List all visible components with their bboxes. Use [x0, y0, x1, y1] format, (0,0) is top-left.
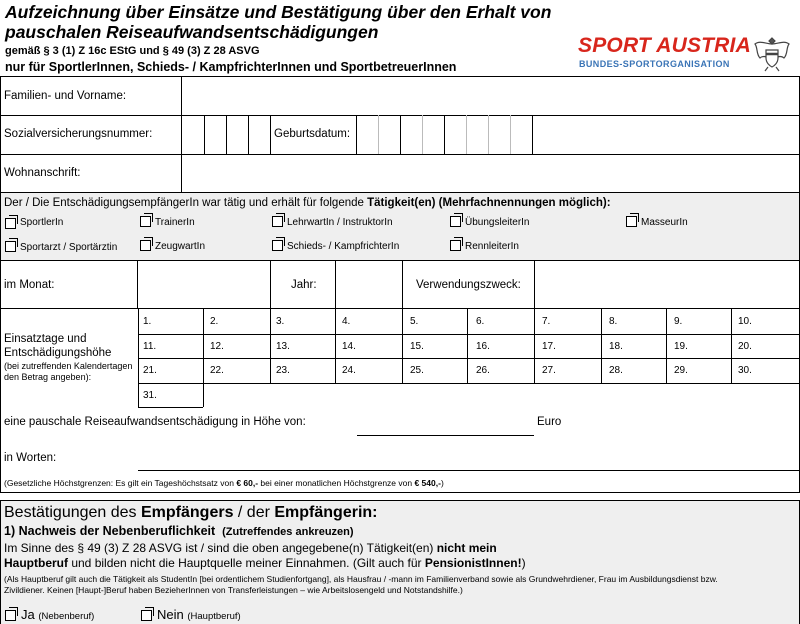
confirm-paragraph-1: Im Sinne des § 49 (3) Z 28 ASVG ist / sind die oben angegebene(n) Tätigkeit(en) nicht mein [4, 541, 497, 555]
option-schiedsrichter: Schieds- / KampfrichterIn [287, 241, 400, 252]
day-cell[interactable]: 10. [738, 316, 752, 327]
day-cell[interactable]: 6. [476, 316, 485, 327]
day-cell[interactable]: 12. [210, 341, 224, 352]
day-cell[interactable]: 5. [410, 316, 419, 327]
days-label-1: Einsatztage und [4, 333, 87, 345]
day-cell[interactable]: 31. [143, 390, 157, 401]
activity-intro: Der / Die EntschädigungsempfängerIn war tätig und erhält für folgende Tätigkeit(en) (Mehrfachnennungen möglich): [4, 197, 611, 209]
checkbox-sportarzt[interactable] [5, 241, 16, 252]
confirm-item1: 1) Nachweis der Nebenberuflichkeit (Zutreffendes ankreuzen) [4, 524, 354, 538]
name-input[interactable] [182, 77, 798, 114]
checkbox-uebungsleiter[interactable] [450, 216, 461, 227]
option-nein: Nein (Hauptberuf) [157, 607, 241, 622]
days-hint-2: den Betrag angeben): [4, 372, 92, 382]
checkbox-nein-hauptberuf[interactable] [141, 610, 152, 621]
birthdate-label: Geburtsdatum: [274, 128, 351, 140]
day-cell[interactable]: 4. [342, 316, 351, 327]
year-input[interactable] [336, 261, 402, 307]
confirm-note-1: (Als Hauptberuf gilt auch die Tätigkeit als StudentIn [bei ordentlichem Studienfortgang], als Hausfrau / -mann im Familienverband sowie als Grundwehrdiener, Frau im Ausbildungsdienst bzw. [4, 574, 718, 584]
day-cell[interactable]: 3. [276, 316, 285, 327]
purpose-input[interactable] [535, 261, 798, 307]
day-cell[interactable]: 13. [276, 341, 290, 352]
purpose-label: Verwendungszweck: [416, 279, 521, 291]
amount-words-input[interactable] [138, 446, 798, 469]
day-cell[interactable]: 16. [476, 341, 490, 352]
day-cell[interactable]: 8. [609, 316, 618, 327]
currency-label: Euro [537, 416, 562, 428]
address-input[interactable] [182, 155, 798, 191]
logo-name: SPORT AUSTRIA [578, 34, 751, 57]
confirm-heading: Bestätigungen des Empfängers / der Empfängerin: [4, 504, 378, 521]
amount-input[interactable] [357, 410, 534, 434]
checkbox-rennleiter[interactable] [450, 240, 461, 251]
day-cell[interactable]: 18. [609, 341, 623, 352]
day-cell[interactable]: 29. [674, 365, 688, 376]
austrian-eagle-icon [752, 34, 792, 72]
confirm-note-2: Zivildiener. Keinen [Haupt-]Beruf haben BezieherInnen von Transferleistungen – wie Arbeitslosengeld und Notstandshilfe.) [4, 585, 463, 595]
day-cell[interactable]: 9. [674, 316, 683, 327]
checkbox-zeugwart[interactable] [140, 240, 151, 251]
day-cell[interactable]: 19. [674, 341, 688, 352]
legal-basis: gemäß § 3 (1) Z 16c EStG und § 49 (3) Z 28 ASVG [5, 45, 260, 57]
option-uebungsleiter: ÜbungsleiterIn [465, 217, 530, 228]
day-cell[interactable]: 7. [542, 316, 551, 327]
words-label: in Worten: [4, 452, 57, 464]
day-cell[interactable]: 2. [210, 316, 219, 327]
month-input[interactable] [138, 261, 270, 307]
day-cell[interactable]: 30. [738, 365, 752, 376]
day-cell[interactable]: 27. [542, 365, 556, 376]
confirm-paragraph-2: Hauptberuf und bilden nicht die Hauptquelle meiner Einnahmen. (Gilt auch für PensionistInnen!) [4, 556, 526, 570]
svnr-input[interactable] [182, 116, 270, 153]
day-cell[interactable]: 24. [342, 365, 356, 376]
day-cell[interactable]: 23. [276, 365, 290, 376]
option-sportler: SportlerIn [20, 217, 64, 228]
day-cell[interactable]: 20. [738, 341, 752, 352]
checkbox-schiedsrichter[interactable] [272, 240, 283, 251]
logo-subtitle: BUNDES-SPORTORGANISATION [579, 59, 730, 69]
svnr-label: Sozialversicherungsnummer: [4, 128, 153, 140]
birthdate-input[interactable] [357, 116, 532, 153]
checkbox-masseur[interactable] [626, 216, 637, 227]
name-label: Familien- und Vorname: [4, 90, 127, 102]
day-cell[interactable]: 15. [410, 341, 424, 352]
option-rennleiter: RennleiterIn [465, 241, 519, 252]
form-title-line2: pauschalen Reiseaufwandsentschädigungen [5, 22, 379, 42]
days-hint-1: (bei zutreffenden Kalendertagen [4, 361, 133, 371]
checkbox-sportler[interactable] [5, 218, 16, 229]
day-cell[interactable]: 17. [542, 341, 556, 352]
day-cell[interactable]: 22. [210, 365, 224, 376]
checkbox-trainer[interactable] [140, 216, 151, 227]
day-cell[interactable]: 11. [143, 341, 157, 352]
option-sportarzt: Sportarzt / Sportärztin [20, 242, 118, 253]
checkbox-ja-nebenberuf[interactable] [5, 610, 16, 621]
option-ja: Ja (Nebenberuf) [21, 607, 95, 622]
address-label: Wohnanschrift: [4, 167, 81, 179]
option-masseur: MasseurIn [641, 217, 688, 228]
form-scope: nur für SportlerInnen, Schieds- / KampfrichterInnen und SportbetreuerInnen [5, 60, 457, 74]
legal-limits-note: (Gesetzliche Höchstgrenzen: Es gilt ein Tageshöchstsatz von € 60,- bei einer monatlichen Höchstgrenze von € 540,-) [4, 478, 444, 488]
form-title-line1: Aufzeichnung über Einsätze und Bestätigung über den Erhalt von [5, 2, 552, 22]
checkbox-lehrwart[interactable] [272, 216, 283, 227]
year-label: Jahr: [291, 279, 317, 291]
day-cell[interactable]: 28. [609, 365, 623, 376]
amount-label: eine pauschale Reiseaufwandsentschädigung in Höhe von: [4, 416, 306, 428]
day-cell[interactable]: 14. [342, 341, 356, 352]
day-cell[interactable]: 26. [476, 365, 490, 376]
days-label-2: Entschädigungshöhe [4, 347, 112, 359]
option-zeugwart: ZeugwartIn [155, 241, 206, 252]
month-label: im Monat: [4, 279, 55, 291]
option-lehrwart: LehrwartIn / InstruktorIn [287, 217, 393, 228]
day-cell[interactable]: 1. [143, 316, 152, 327]
option-trainer: TrainerIn [155, 217, 195, 228]
day-cell[interactable]: 25. [410, 365, 424, 376]
day-cell[interactable]: 21. [143, 365, 157, 376]
